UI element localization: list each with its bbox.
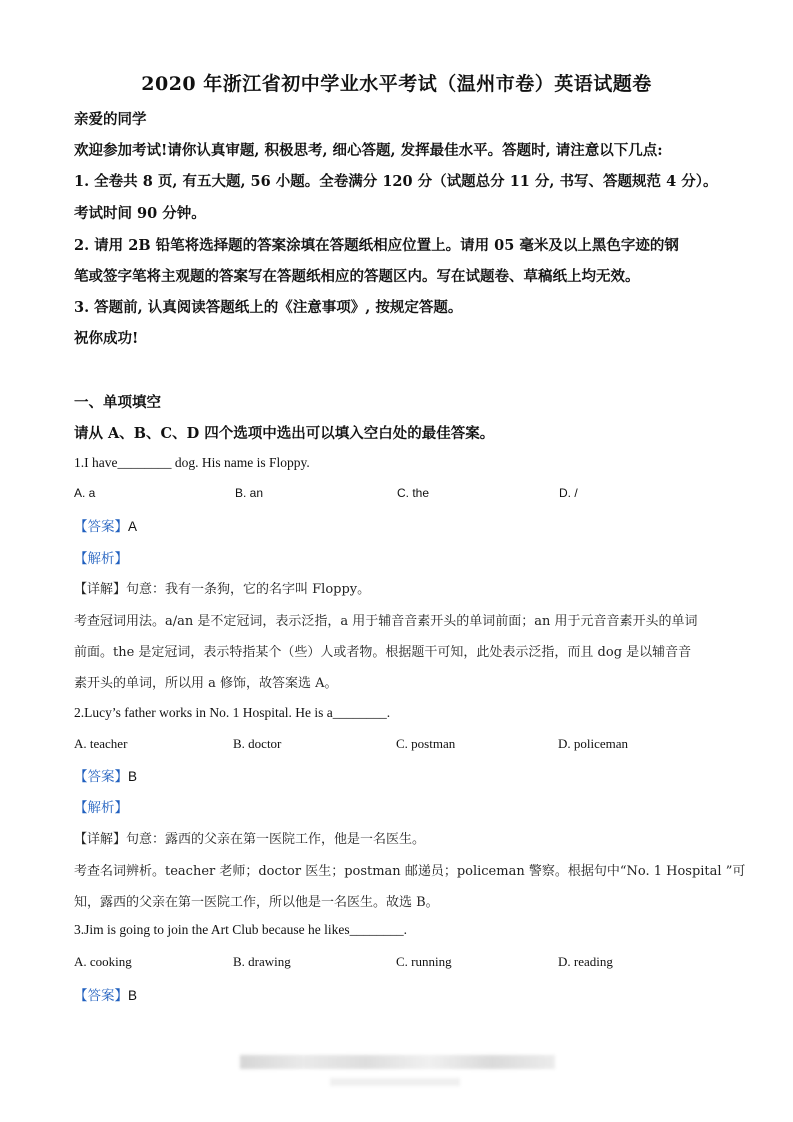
intro-line-3: 考试时间 90 分钟。 [74, 205, 206, 222]
answer-value: B [128, 988, 138, 1003]
question-2-option-c: C. postman [396, 736, 456, 751]
section-heading: 一、单项填空 [74, 394, 161, 411]
greeting: 亲爱的同学 [74, 111, 147, 128]
question-3-answer [74, 984, 137, 1004]
question-1-option-b: B. an [235, 486, 264, 500]
question-2-stem: 2.Lucy’s father works in No. 1 Hospital. He is a________. [74, 705, 391, 720]
intro-line-4: 2. 请用 2B 铅笔将选择题的答案涂填在答题纸相应位置上。请用 05 毫米及以上黑色字迹的钢 [74, 237, 679, 254]
question-2-option-b: B. doctor [233, 736, 282, 751]
answer-tag: 【答案】 [74, 988, 128, 1004]
question-3-option-d: D. reading [558, 954, 613, 969]
intro-line-6: 3. 答题前, 认真阅读答题纸上的《注意事项》, 按规定答题。 [74, 299, 463, 316]
question-2-analysis-tag: 【解析】 [74, 800, 128, 816]
question-3-option-c: C. running [396, 954, 452, 969]
question-2-detail [74, 828, 425, 847]
question-1-stem: 1.I have________ dog. His name is Floppy. [74, 455, 310, 470]
footer-watermark [240, 1055, 555, 1069]
intro-line-7: 祝你成功! [74, 330, 139, 347]
question-1-answer [74, 515, 137, 535]
intro-line-2: 1. 全卷共 8 页, 有五大题, 56 小题。全卷满分 120 分（试题总分 11 分, 书写、答题规范 4 分）。 [74, 173, 718, 190]
question-1-option-a: A. a [74, 486, 96, 500]
intro-line-5: 笔或签字笔将主观题的答案写在答题纸相应的答题区内。写在试题卷、草稿纸上均无效。 [74, 268, 640, 285]
detail-text: 句意：我有一条狗，它的名字叫 Floppy。 [126, 582, 371, 597]
question-1-explanation-line: 前面。the 是定冠词，表示特指某个（些）人或者物。根据题干可知，此处表示泛指，而且 dog 是以辅音音 [74, 645, 692, 660]
question-2-explanation-line: 知，露西的父亲在第一医院工作，所以他是一名医生。故选 B。 [74, 895, 439, 910]
answer-value: A [128, 519, 138, 534]
question-1-option-c: C. the [397, 486, 430, 500]
detail-text: 句意：露西的父亲在第一医院工作，他是一名医生。 [126, 832, 426, 847]
question-2-answer [74, 765, 137, 785]
question-2-option-d: D. policeman [558, 736, 629, 751]
answer-value: B [128, 769, 138, 784]
page-title: 2020 年浙江省初中学业水平考试（温州市卷）英语试题卷 [141, 73, 652, 95]
question-3-stem: 3.Jim is going to join the Art Club because he likes________. [74, 922, 407, 937]
question-2-explanation-line: 考查名词辨析。teacher 老师；doctor 医生；postman 邮递员；policeman 警察。根据句中“No. 1 Hospital ”可 [74, 864, 746, 879]
intro-line-1: 欢迎参加考试!请你认真审题, 积极思考, 细心答题, 发挥最佳水平。答题时, 请注意以下几点: [74, 142, 663, 159]
detail-tag: 【详解】 [74, 832, 127, 847]
question-3-option-b: B. drawing [233, 954, 291, 969]
question-1-detail [74, 578, 370, 597]
question-3-option-a: A. cooking [74, 954, 132, 969]
answer-tag: 【答案】 [74, 519, 128, 535]
footer-watermark-sub [330, 1078, 460, 1086]
question-1-explanation-line: 素开头的单词，所以用 a 修饰，故答案选 A。 [74, 676, 338, 691]
question-1-explanation-line: 考查冠词用法。a/an 是不定冠词，表示泛指，a 用于辅音音素开头的单词前面；an 用于元音音素开头的单词 [74, 614, 698, 629]
section-instruction: 请从 A、B、C、D 四个选项中选出可以填入空白处的最佳答案。 [74, 425, 495, 442]
answer-tag: 【答案】 [74, 769, 128, 785]
detail-tag: 【详解】 [74, 582, 127, 597]
question-1-analysis-tag: 【解析】 [74, 551, 128, 567]
question-1-option-d: D. / [559, 486, 578, 500]
question-2-option-a: A. teacher [74, 736, 128, 751]
